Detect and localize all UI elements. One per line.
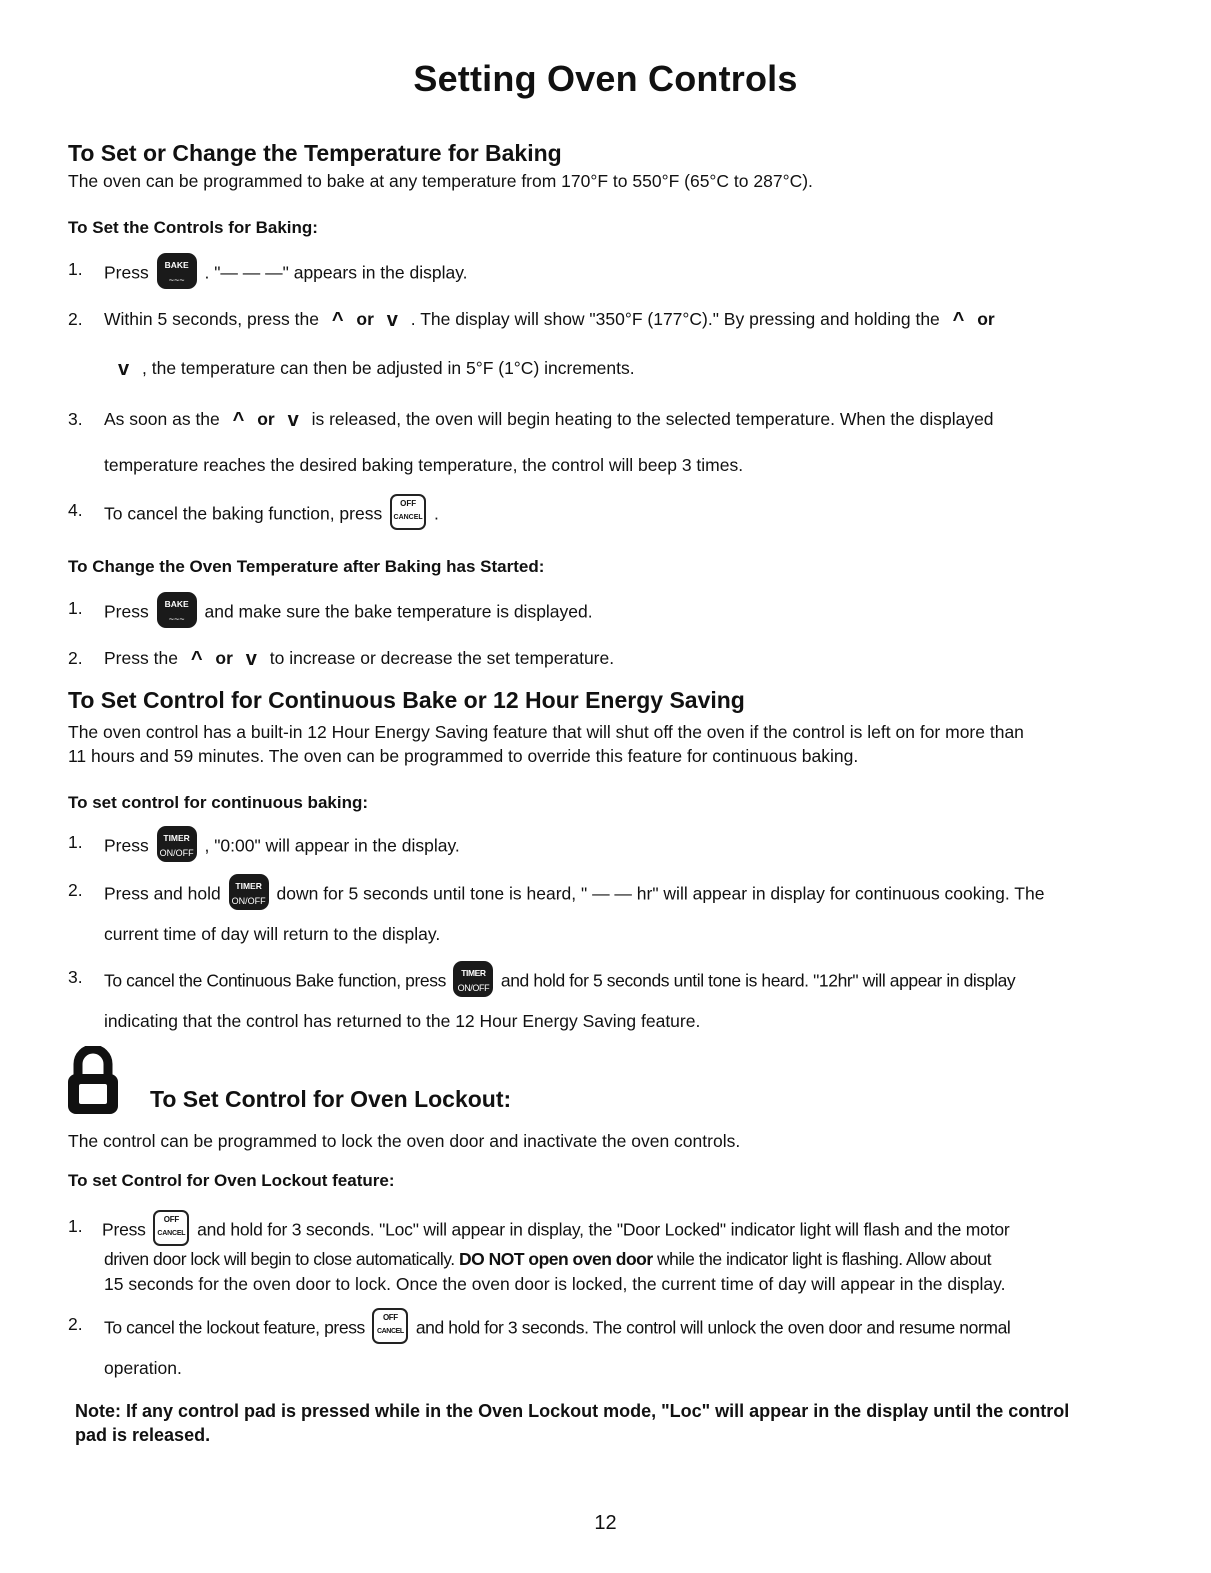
continuous-step-3-cont: indicating that the control has returned to the 12 Hour Energy Saving feature. — [104, 1011, 701, 1031]
off-label: OFF — [163, 1215, 180, 1224]
up-arrow-icon: ^ — [331, 309, 344, 331]
subheading-set-controls-baking: To Set the Controls for Baking: — [68, 218, 318, 237]
timer-onoff-button-icon — [453, 961, 493, 997]
step-text: Press — [104, 835, 149, 856]
step-text: . The display will show "350°F (177°C)." By pressing and holding the — [410, 309, 940, 329]
baking-intro: The oven can be programmed to bake at any temperature from 170°F to 550°F (65°C to 287°C). — [68, 171, 813, 191]
bake-step-2-cont — [118, 358, 635, 381]
bake-button-icon — [157, 592, 197, 628]
step-text: Press — [102, 1219, 146, 1240]
bake-step-3-cont: temperature reaches the desired baking temperature, the control will beep 3 times. — [104, 455, 744, 475]
step-text: Within 5 seconds, press the — [104, 309, 319, 329]
onoff-label: ON/OFF — [457, 983, 490, 993]
step-text: down for 5 seconds until tone is heard, " — — hr" will appear in display for continuous cooking. The — [276, 883, 1045, 904]
bake-wave-icon: ~~~ — [168, 275, 185, 285]
down-arrow-icon: v — [287, 409, 299, 431]
step-text: Press — [104, 262, 149, 283]
step-number: 1. — [68, 259, 83, 279]
or-text: or — [215, 648, 233, 668]
change-step-2 — [104, 648, 614, 671]
lockout-step-2 — [104, 1314, 1010, 1344]
step-text: to increase or decrease the set temperature. — [269, 648, 615, 668]
lockout-step-2-cont: operation. — [104, 1358, 182, 1378]
step-number: 3. — [68, 409, 83, 429]
step-number: 1. — [68, 832, 83, 852]
step-text: , the temperature can then be adjusted in 5°F (1°C) increments. — [142, 358, 635, 378]
timer-label: TIMER — [235, 881, 262, 891]
step-number: 1. — [68, 598, 83, 618]
step-text: Press — [104, 601, 149, 622]
padlock-icon — [68, 1046, 118, 1114]
lockout-step-1-line-3: 15 seconds for the oven door to lock. Once the oven door is locked, the current time of day will appear in the display. — [104, 1274, 1006, 1294]
bake-step-1 — [104, 259, 468, 289]
timer-onoff-button-icon — [157, 826, 197, 862]
step-text: As soon as the — [104, 409, 220, 429]
off-cancel-button-icon — [390, 494, 426, 530]
or-text: or — [356, 309, 374, 329]
continuous-step-2-cont: current time of day will return to the display. — [104, 924, 441, 944]
bake-icon-label: BAKE — [164, 599, 189, 609]
continuous-intro-line-1: The oven control has a built-in 12 Hour Energy Saving feature that will shut off the oven if the control is left on for more than — [68, 722, 1024, 742]
up-arrow-icon: ^ — [232, 409, 245, 431]
cancel-label: CANCEL — [157, 1230, 186, 1237]
step-number: 4. — [68, 500, 83, 520]
step-text: . "— — —" appears in the display. — [204, 262, 468, 283]
bake-step-4 — [104, 500, 439, 530]
section-heading-lockout: To Set Control for Oven Lockout: — [150, 1086, 512, 1112]
section-heading-baking: To Set or Change the Temperature for Baking — [68, 140, 562, 166]
step-text: and hold for 3 seconds. The control will unlock the oven door and resume normal — [415, 1317, 1011, 1338]
onoff-label: ON/OFF — [159, 848, 194, 858]
down-arrow-icon: v — [245, 648, 257, 670]
change-step-1 — [104, 598, 593, 628]
step-text: and hold for 5 seconds until tone is heard. "12hr" will appear in display — [500, 970, 1016, 991]
step-number: 1. — [68, 1216, 83, 1236]
onoff-label: ON/OFF — [231, 896, 266, 906]
warning-text: DO NOT open oven door — [458, 1249, 653, 1269]
or-text: or — [257, 409, 275, 429]
step-text: , "0:00" will appear in the display. — [204, 835, 460, 856]
step-text: while the indicator light is flashing. Allow about — [657, 1249, 991, 1269]
step-text: and make sure the bake temperature is displayed. — [204, 601, 593, 622]
step-text: Press and hold — [104, 883, 221, 904]
or-text: or — [977, 309, 995, 329]
bake-step-3 — [104, 409, 994, 432]
bake-button-icon — [157, 253, 197, 289]
section-heading-continuous-bake: To Set Control for Continuous Bake or 12 Hour Energy Saving — [68, 687, 745, 713]
step-number: 2. — [68, 309, 83, 329]
timer-label: TIMER — [461, 968, 486, 978]
down-arrow-icon: v — [118, 358, 130, 380]
subheading-continuous-baking: To set control for continuous baking: — [68, 793, 369, 812]
step-text: . — [433, 503, 439, 524]
down-arrow-icon: v — [386, 309, 398, 331]
cancel-label: CANCEL — [393, 514, 423, 521]
lockout-intro: The control can be programmed to lock the oven door and inactivate the oven controls. — [68, 1131, 741, 1151]
timer-onoff-button-icon — [229, 874, 269, 910]
timer-label: TIMER — [163, 833, 190, 843]
step-text: and hold for 3 seconds. "Loc" will appear in display, the "Door Locked" indicator light will flash and the motor — [197, 1219, 1010, 1240]
step-text: To cancel the Continuous Bake function, press — [104, 970, 446, 991]
page-title: Setting Oven Controls — [413, 58, 798, 99]
step-number: 2. — [68, 880, 83, 900]
step-number: 3. — [68, 967, 83, 987]
continuous-step-3 — [104, 967, 1015, 997]
step-text: Press the — [104, 648, 178, 668]
off-label: OFF — [400, 499, 417, 508]
continuous-intro-line-2: 11 hours and 59 minutes. The oven can be programmed to override this feature for continuous baking. — [68, 746, 859, 766]
off-cancel-button-icon — [153, 1210, 189, 1246]
bake-wave-icon: ~~~ — [168, 614, 185, 624]
cancel-label: CANCEL — [376, 1328, 404, 1335]
continuous-step-1 — [104, 832, 460, 862]
step-number: 2. — [68, 648, 83, 668]
off-cancel-button-icon — [372, 1308, 408, 1344]
continuous-step-2 — [104, 880, 1044, 910]
lockout-note-line-2: pad is released. — [75, 1425, 211, 1445]
step-text: is released, the oven will begin heating to the selected temperature. When the displayed — [311, 409, 994, 429]
up-arrow-icon: ^ — [190, 648, 203, 670]
lockout-step-1-line-2 — [104, 1249, 991, 1270]
step-text: To cancel the lockout feature, press — [104, 1317, 365, 1338]
page-number: 12 — [594, 1512, 617, 1534]
bake-step-2 — [104, 309, 995, 332]
step-text: driven door lock will begin to close automatically. — [104, 1249, 455, 1269]
bake-icon-label: BAKE — [164, 260, 189, 270]
subheading-lockout-feature: To set Control for Oven Lockout feature: — [68, 1171, 395, 1190]
subheading-change-temperature: To Change the Oven Temperature after Baking has Started: — [68, 557, 545, 576]
step-text: To cancel the baking function, press — [104, 503, 383, 524]
off-label: OFF — [382, 1313, 398, 1322]
lockout-note-line-1: Note: If any control pad is pressed while in the Oven Lockout mode, "Loc" will appear in the display until the control — [75, 1401, 1070, 1421]
step-number: 2. — [68, 1314, 83, 1334]
lockout-step-1 — [102, 1216, 1010, 1246]
up-arrow-icon: ^ — [952, 309, 965, 331]
